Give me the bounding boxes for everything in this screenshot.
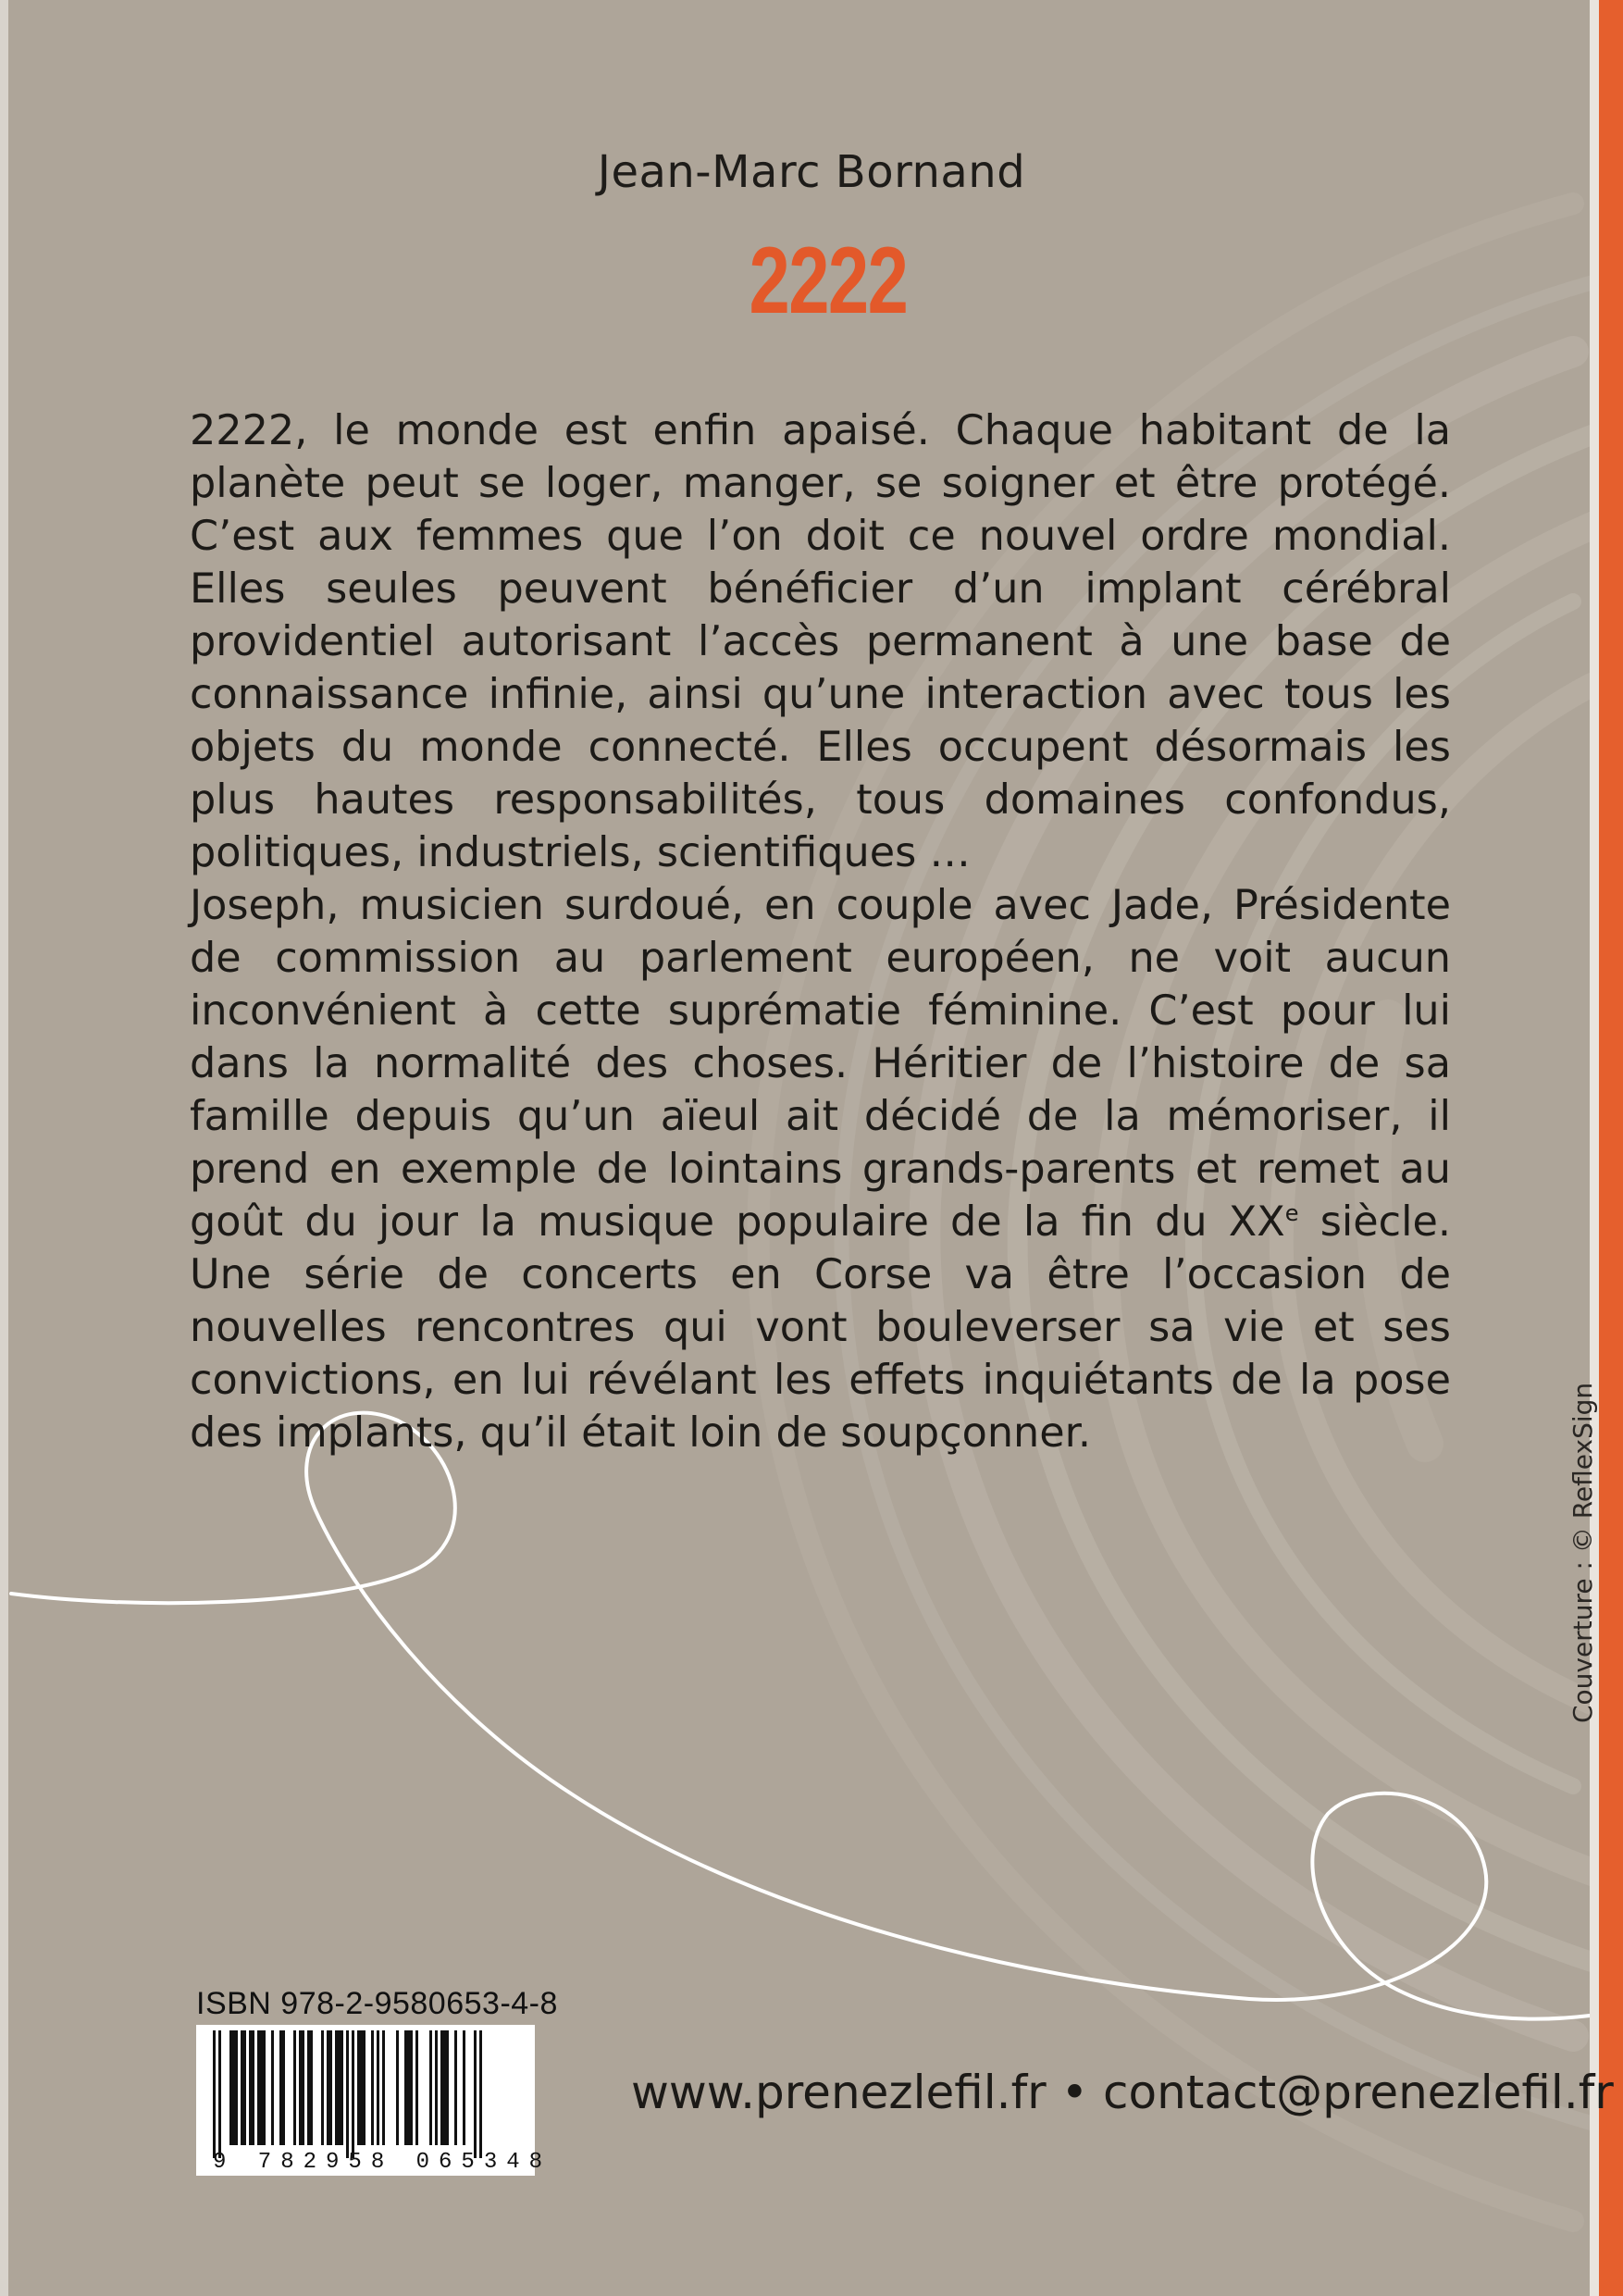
barcode-bar: [352, 2030, 354, 2158]
barcode-bar: [346, 2030, 349, 2158]
contact-line: www.prenezlefil.fr • contact@prenezlefil.fr: [631, 2066, 1614, 2119]
barcode-bar: [429, 2030, 432, 2145]
book-title: 2222: [749, 228, 908, 333]
barcode-bar: [435, 2030, 438, 2145]
barcode-bar: [257, 2030, 266, 2145]
barcode-bar: [404, 2030, 413, 2145]
barcode-bar: [241, 2030, 246, 2145]
barcode-bar: [299, 2030, 304, 2145]
spine-stripe-bar: [1599, 0, 1623, 2296]
barcode-bar: [307, 2030, 313, 2145]
barcode-bar: [415, 2030, 418, 2145]
isbn-label: ISBN 978-2-9580653-4-8: [196, 1986, 558, 2021]
blurb-paragraph-2-start: Joseph, musicien surdoué, en couple avec Jade, Présidente de commission au parlement européen, ne voit aucun inconvénient à cette suprématie féminine. C’est pour lui dans la normalité des choses. Héritier de l’histoire de sa famille depuis qu’un aïeul ait décidé de la mémoriser, il prend en exemple de lointains grands-parents et remet au goût du jour la musique populaire de la fin du XX: [190, 882, 1451, 1246]
barcode-bar: [357, 2030, 365, 2145]
barcode-bar: [454, 2030, 457, 2145]
century-superscript: e: [1284, 1200, 1299, 1227]
blurb-paragraph-1: 2222, le monde est enfin apaisé. Chaque habitant de la planète peut se loger, manger, se soigner et être protégé. C’est aux femmes que l’on doit ce nouvel ordre mondial. Elles seules peuvent bénéficier d’un implant cérébral providentiel autorisant l’accès permanent à une base de connaissance infinie, ainsi qu’une interaction avec tous les objets du monde connecté. Elles occupent désormais les plus hautes responsabilités, tous domaines confondus, politiques, industriels, scientifiques …: [190, 407, 1451, 876]
blurb-paragraph-2: [190, 879, 1451, 1459]
barcode-bar: [279, 2030, 285, 2145]
blurb-paragraph-2-end: siècle. Une série de concerts en Corse va être l’occasion de nouvelles rencontres qui vont bouleverser sa vie et ses convictions, en lui révélant les effets inquiétants de la pose des implants, qu’il était loin de soupçonner.: [190, 1198, 1451, 1457]
barcode-bar: [371, 2030, 374, 2145]
back-cover-blurb: [190, 404, 1451, 1459]
barcode-bar: [293, 2030, 296, 2145]
barcode-bar: [327, 2030, 332, 2145]
barcode-bar: [229, 2030, 238, 2145]
barcode-bar: [335, 2030, 343, 2145]
barcode-bar: [213, 2030, 216, 2158]
cover-credit: Couverture : © ReflexSign: [1567, 1382, 1598, 1723]
barcode-bar: [396, 2030, 399, 2145]
barcode-bar: [463, 2030, 465, 2145]
barcode-bar: [271, 2030, 274, 2145]
barcode-bar: [321, 2030, 324, 2145]
barcode-bar: [474, 2030, 477, 2158]
barcode-bar: [249, 2030, 254, 2145]
barcode-bar: [218, 2030, 221, 2158]
spine-stripe-gap: [1590, 0, 1599, 2296]
spine-stripe: [1590, 0, 1623, 2296]
barcode: [196, 2025, 552, 2176]
barcode-bar: [382, 2030, 385, 2145]
author-name: Jean-Marc Bornand: [597, 146, 1026, 198]
barcode-digits: 9 782958 065348: [213, 2150, 552, 2175]
barcode-bar: [440, 2030, 449, 2145]
barcode-bar: [377, 2030, 379, 2145]
barcode-bar: [479, 2030, 482, 2158]
